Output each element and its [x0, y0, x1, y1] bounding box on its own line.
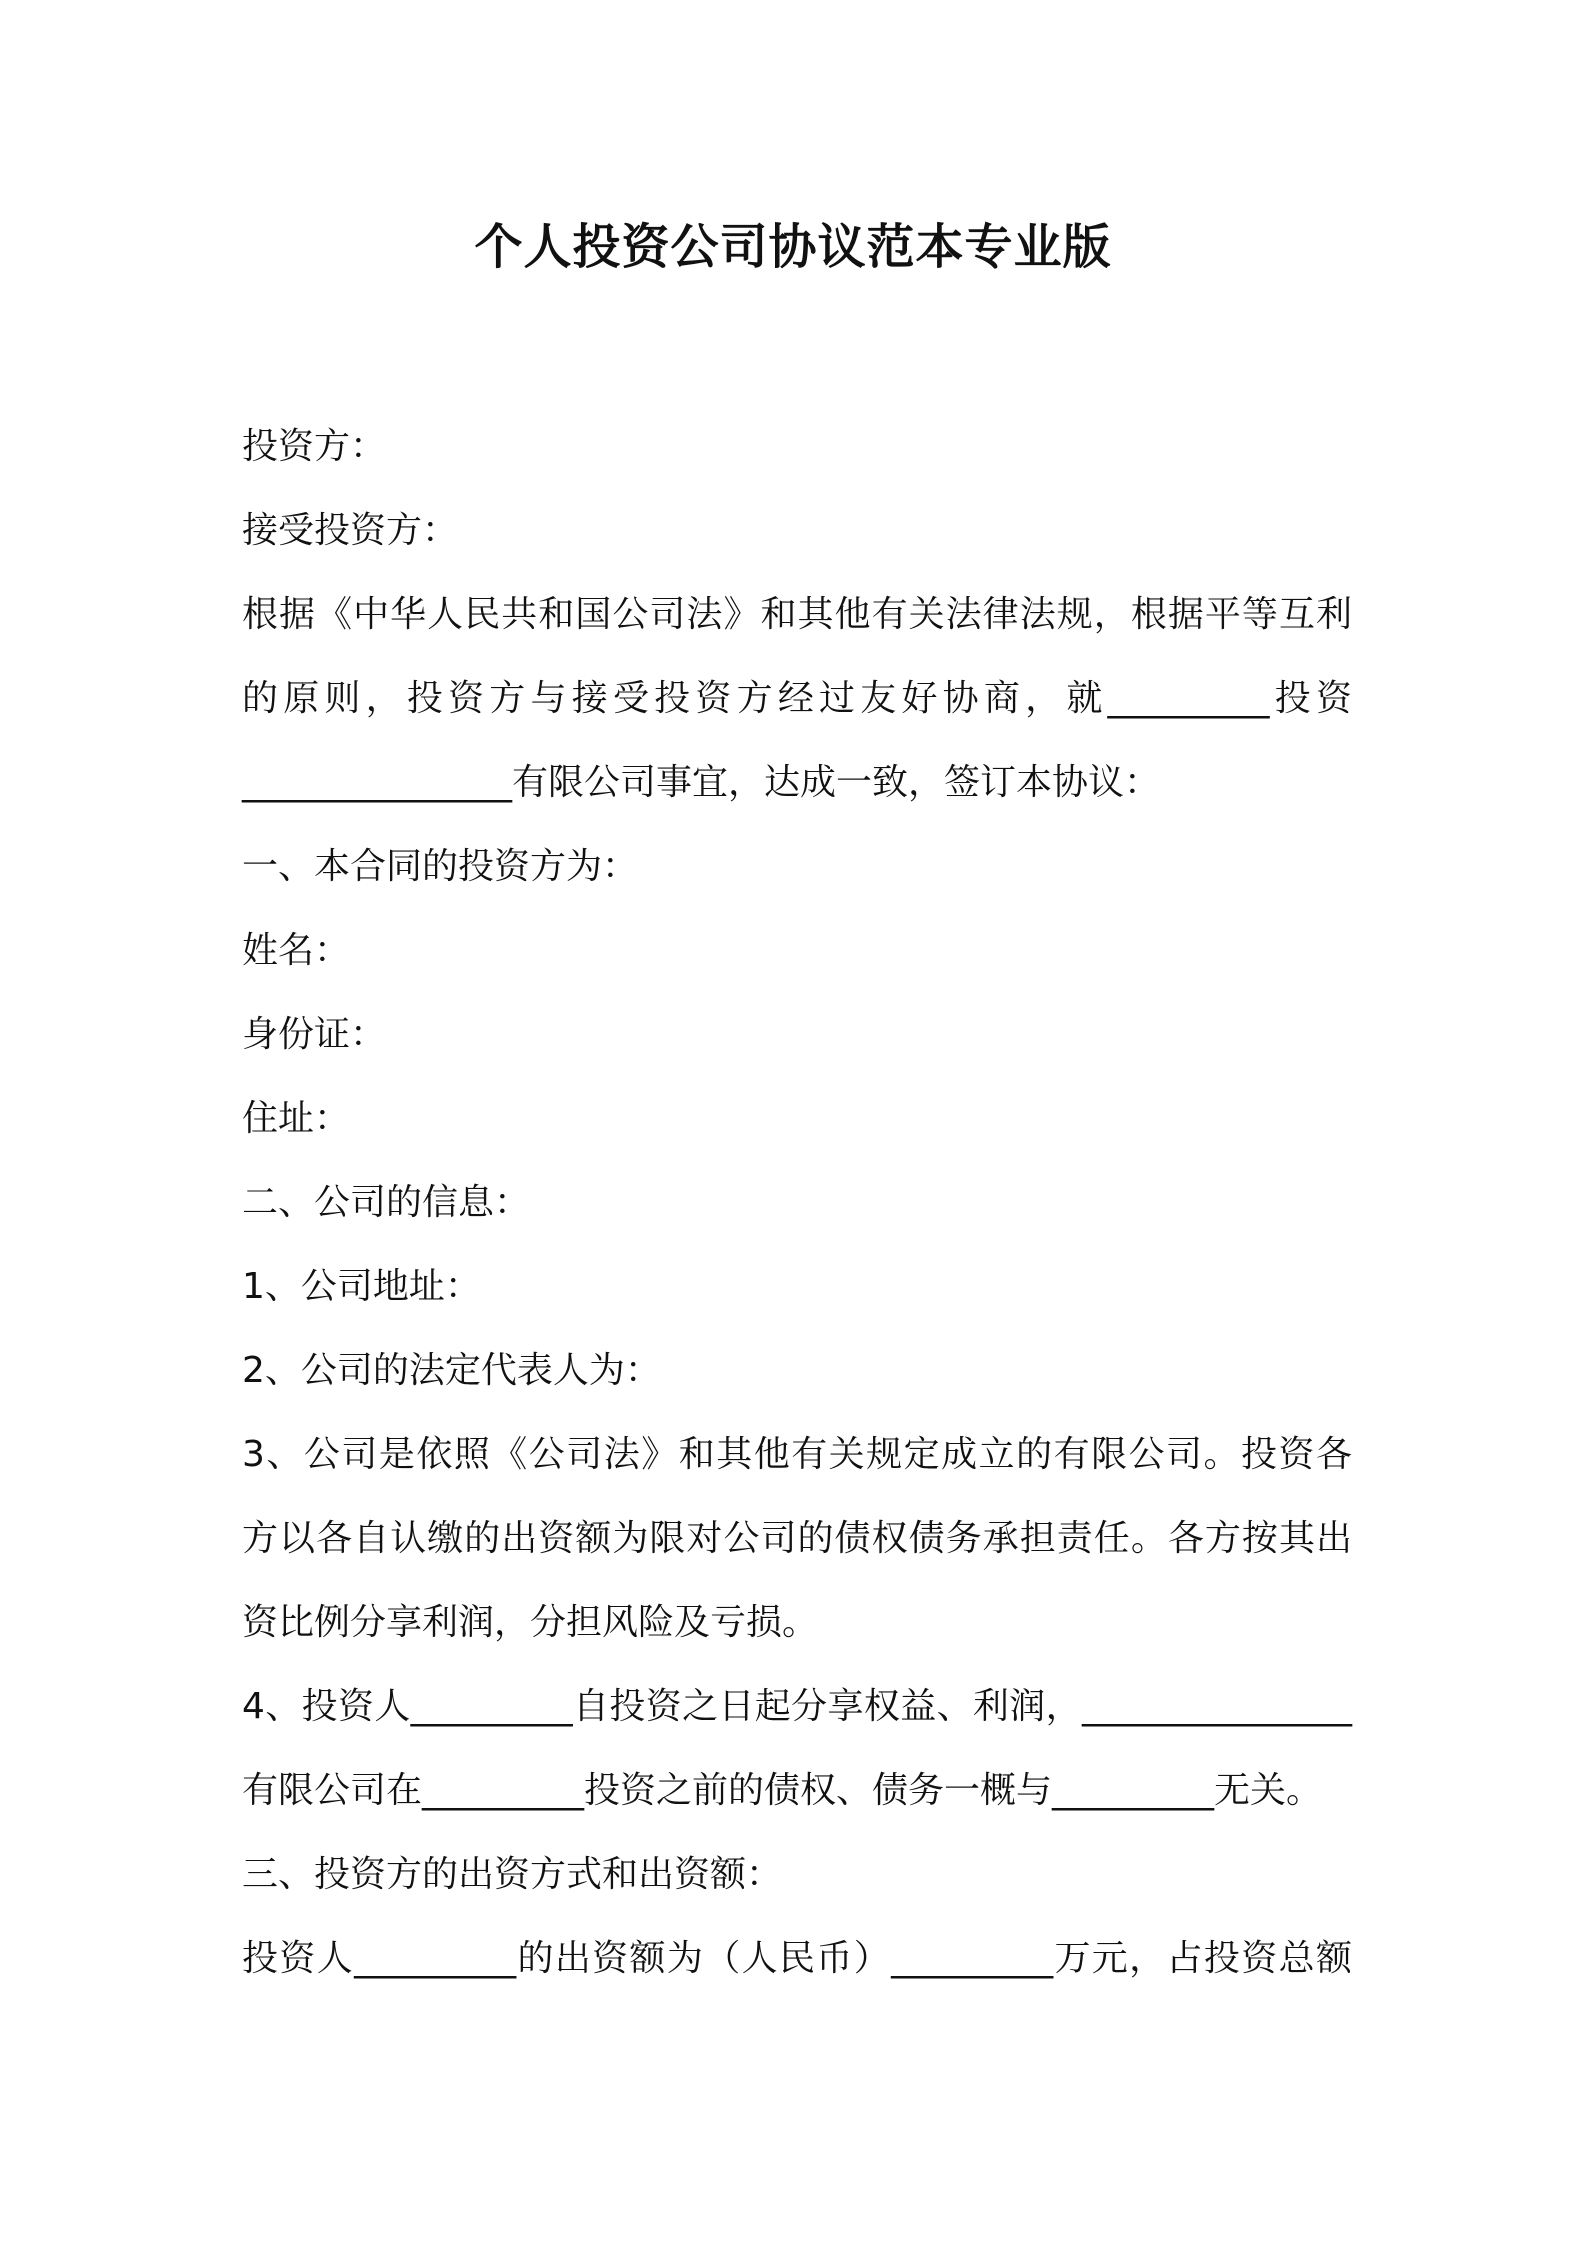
investor-rights-line-1: 4、投资人_________自投资之日起分享权益、利润，_______________: [242, 1686, 1352, 1727]
section-1-heading: 一、本合同的投资方为：: [242, 846, 639, 887]
preamble-line-1: 根据《中华人民共和国公司法》和其他有关法律法规，根据平等互利: [242, 594, 1352, 635]
document-body: [242, 405, 1352, 2001]
company-address-item: 1、公司地址：: [242, 1266, 481, 1307]
investor-label: 投资方：: [242, 426, 387, 467]
investee-label: 接受投资方：: [242, 510, 459, 551]
section-3-heading: 三、投资方的出资方式和出资额：: [242, 1854, 783, 1895]
document-title: 个人投资公司协议范本专业版: [474, 219, 1112, 275]
company-nature-line-3: 资比例分享利润，分担风险及亏损。: [242, 1602, 819, 1643]
company-nature-line-2: 方以各自认缴的出资额为限对公司的债权债务承担责任。各方按其出: [242, 1518, 1352, 1559]
address-label: 住址：: [242, 1098, 351, 1139]
investor-rights-line-2: 有限公司在_________投资之前的债权、债务一概与_________无关。: [242, 1770, 1323, 1811]
company-nature-line-1: 3、公司是依照《公司法》和其他有关规定成立的有限公司。投资各: [242, 1434, 1352, 1475]
contribution-line-1: 投资人_________的出资额为（人民币）_________万元，占投资总额: [242, 1938, 1352, 1979]
name-label: 姓名：: [242, 930, 351, 971]
section-2-heading: 二、公司的信息：: [242, 1182, 531, 1223]
legal-representative-item: 2、公司的法定代表人为：: [242, 1350, 661, 1391]
preamble-line-3: _______________有限公司事宜，达成一致，签订本协议：: [242, 762, 1161, 803]
preamble-line-2: 的原则，投资方与接受投资方经过友好协商，就_________投资: [242, 678, 1352, 719]
id-card-label: 身份证：: [242, 1014, 387, 1055]
